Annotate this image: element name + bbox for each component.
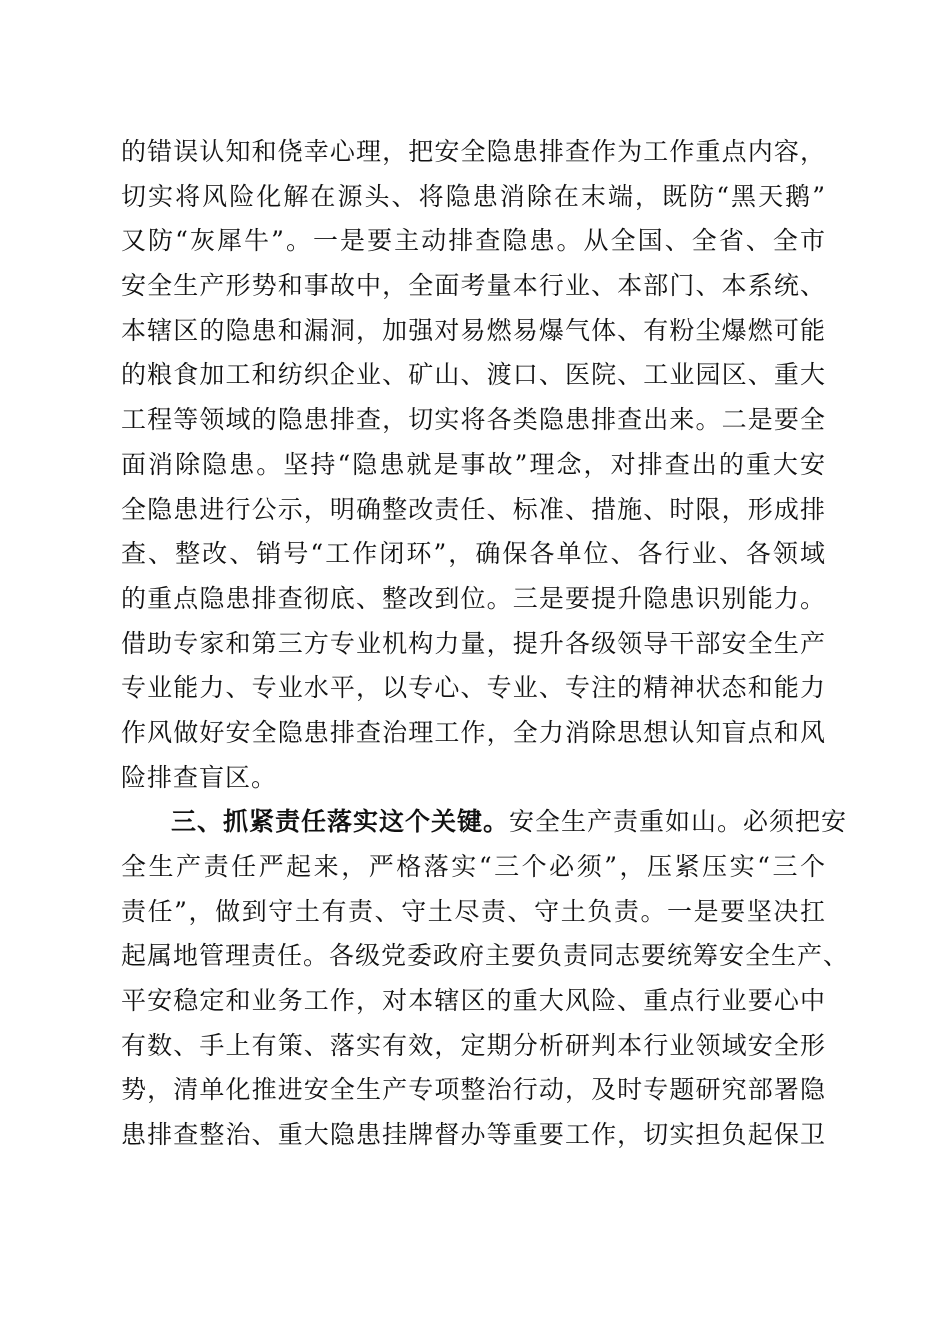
- document-page: [121, 130, 850, 1158]
- text-line: 的错误认知和侥幸心理，把安全隐患排查作为工作重点内容，: [121, 137, 826, 166]
- paragraph-responsibility: [121, 800, 850, 1158]
- text-line: 的重点隐患排查彻底、整改到位。三是要提升隐患识别能力。: [121, 583, 826, 613]
- section-heading: 三、抓紧责任落实这个关键。: [171, 807, 510, 837]
- text-line: 有数、手上有策、落实有效，定期分析研判本行业领域安全形: [121, 1030, 826, 1060]
- text-line: 全生产责任严起来，严格落实“三个必须”，压紧压实“三个: [121, 852, 826, 881]
- text-line: 面消除隐患。坚持“隐患就是事故”理念，对排查出的重大安: [121, 449, 826, 479]
- text-line: 切实将风险化解在源头、将隐患消除在末端，既防“黑天鹅”: [121, 181, 826, 211]
- text-line: 作风做好安全隐患排查治理工作，全力消除思想认知盲点和风: [121, 717, 826, 747]
- text-line: 安全生产形势和事故中，全面考量本行业、本部门、本系统、: [121, 271, 826, 301]
- paragraph-hazard-investigation: [121, 130, 826, 800]
- text-line: 又防“灰犀牛”。一是要主动排查隐患。从全国、全省、全市: [121, 226, 826, 256]
- text-line: 的粮食加工和纺织企业、矿山、渡口、医院、工业园区、重大: [121, 360, 826, 390]
- text-line: 势，清单化推进安全生产专项整治行动，及时专题研究部署隐: [121, 1075, 826, 1105]
- text-line: 患排查整治、重大隐患挂牌督办等重要工作，切实担负起保卫: [121, 1120, 826, 1150]
- text-line: [121, 800, 848, 845]
- text-line: 查、整改、销号“工作闭环”，确保各单位、各行业、各领域: [121, 539, 826, 569]
- text-line: 起属地管理责任。各级党委政府主要负责同志要统筹安全生产、: [121, 941, 850, 971]
- text-line: 平安稳定和业务工作，对本辖区的重大风险、重点行业要心中: [121, 986, 826, 1016]
- text-line: 险排查盲区。: [121, 762, 278, 792]
- text-line: 责任”，做到守土有责、守土尽责、守土负责。一是要坚决扛: [121, 896, 826, 926]
- text-line: 全隐患进行公示，明确整改责任、标准、措施、时限，形成排: [121, 494, 826, 524]
- text-line: 本辖区的隐患和漏洞，加强对易燃易爆气体、有粉尘爆燃可能: [121, 315, 826, 345]
- heading-continuation: 安全生产责重如山。必须把安: [509, 807, 848, 837]
- text-line: 工程等领域的隐患排查，切实将各类隐患排查出来。二是要全: [121, 405, 826, 435]
- text-line: 借助专家和第三方专业机构力量，提升各级领导干部安全生产: [121, 628, 826, 658]
- text-line: 专业能力、专业水平，以专心、专业、专注的精神状态和能力: [121, 673, 826, 703]
